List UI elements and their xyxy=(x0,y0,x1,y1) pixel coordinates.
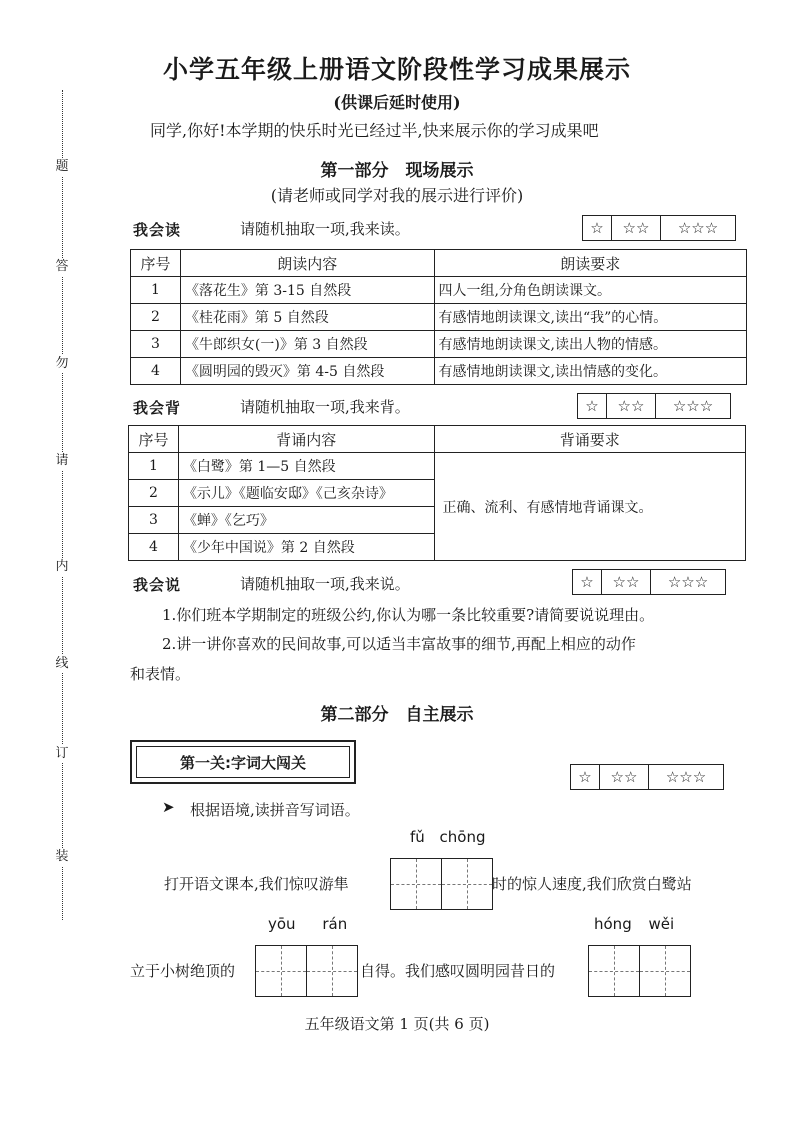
char-cell[interactable] xyxy=(589,946,640,996)
answer-box-youran[interactable] xyxy=(255,945,358,997)
two-star-option[interactable]: ☆☆ xyxy=(602,570,651,594)
binding-char: 装 xyxy=(53,848,71,866)
three-star-option[interactable]: ☆☆☆ xyxy=(665,768,707,786)
two-star-option[interactable]: ☆☆ xyxy=(607,394,656,418)
table-row xyxy=(131,277,747,304)
arrow-icon: ➤ xyxy=(162,798,175,816)
header-content: 背诵内容 xyxy=(178,426,434,453)
row-requirement: 有感情地朗读课文,读出情感的变化。 xyxy=(434,358,747,385)
sentence-1-part-b: 时的惊人速度,我们欣赏白鹭站 xyxy=(492,875,692,893)
pinyin-hongwei: hóng wěi xyxy=(594,915,675,933)
row-requirement: 有感情地朗读课文,读出“我”的心情。 xyxy=(434,304,747,331)
table-header-row xyxy=(131,250,747,277)
header-no: 序号 xyxy=(129,426,179,453)
one-star-option[interactable]: ☆ xyxy=(573,570,602,594)
row-content: 《少年中国说》第 2 自然段 xyxy=(178,534,434,561)
pinyin-youran: yōu rán xyxy=(268,915,348,933)
row-content: 《圆明园的毁灭》第 4-5 自然段 xyxy=(180,358,434,385)
table-row xyxy=(131,358,747,385)
recite-star-rating[interactable] xyxy=(577,393,731,419)
char-cell[interactable] xyxy=(307,946,357,996)
row-no: 3 xyxy=(131,331,181,358)
pinyin-fuchong: fǔ chōng xyxy=(410,828,486,846)
row-content: 《牛郎织女(一)》第 3 自然段 xyxy=(180,331,434,358)
char-cell[interactable] xyxy=(442,859,492,909)
read-instruction: 请随机抽取一项,我来读。 xyxy=(240,220,410,238)
level-banner xyxy=(130,740,356,784)
greeting-text: 同学,你好!本学期的快乐时光已经过半,快来展示你的学习成果吧 xyxy=(150,121,599,140)
part1-note: (请老师或同学对我的展示进行评价) xyxy=(270,186,524,205)
three-star-option[interactable]: ☆☆☆ xyxy=(672,397,714,415)
char-cell[interactable] xyxy=(640,946,690,996)
three-star-option[interactable]: ☆☆☆ xyxy=(677,219,719,237)
recite-requirement: 正确、流利、有感情地背诵课文。 xyxy=(434,453,745,561)
part2-title: 第二部分 自主展示 xyxy=(320,705,474,725)
speak-instruction: 请随机抽取一项,我来说。 xyxy=(240,575,410,593)
one-star-option[interactable]: ☆ xyxy=(571,765,600,789)
part1-title: 第一部分 现场展示 xyxy=(320,161,474,181)
level-banner-label: 第一关:字词大闯关 xyxy=(136,746,350,778)
row-no: 3 xyxy=(129,507,179,534)
speak-label: 我会说 xyxy=(133,576,182,594)
sentence-2-part-b: 自得。我们感叹圆明园昔日的 xyxy=(360,962,556,980)
level1-instruction: 根据语境,读拼音写词语。 xyxy=(190,801,360,819)
speak-star-rating[interactable] xyxy=(572,569,726,595)
row-no: 2 xyxy=(131,304,181,331)
read-table xyxy=(130,249,747,385)
two-star-option[interactable]: ☆☆ xyxy=(612,216,661,240)
binding-char: 答 xyxy=(53,258,71,276)
page-title: 小学五年级上册语文阶段性学习成果展示 xyxy=(162,55,631,84)
char-cell[interactable] xyxy=(391,859,442,909)
speak-item-2-cont: 和表情。 xyxy=(130,665,191,683)
read-star-rating[interactable] xyxy=(582,215,736,241)
header-requirement: 朗读要求 xyxy=(434,250,747,277)
binding-char: 题 xyxy=(53,158,71,176)
row-requirement: 四人一组,分角色朗读课文。 xyxy=(434,277,747,304)
level1-star-rating[interactable] xyxy=(570,764,724,790)
binding-char: 订 xyxy=(53,745,71,763)
header-content: 朗读内容 xyxy=(180,250,434,277)
recite-instruction: 请随机抽取一项,我来背。 xyxy=(240,398,410,416)
table-header-row xyxy=(129,426,746,453)
two-star-option[interactable]: ☆☆ xyxy=(600,765,649,789)
header-requirement: 背诵要求 xyxy=(434,426,745,453)
table-row xyxy=(129,453,746,480)
row-content: 《白鹭》第 1—5 自然段 xyxy=(178,453,434,480)
answer-box-hongwei[interactable] xyxy=(588,945,691,997)
row-content: 《示儿》《题临安邸》《己亥杂诗》 xyxy=(178,480,434,507)
binding-char: 内 xyxy=(53,558,71,576)
page-subtitle: (供课后延时使用) xyxy=(333,93,461,112)
sentence-1-part-a: 打开语文课本,我们惊叹游隼 xyxy=(164,875,349,893)
row-requirement: 有感情地朗读课文,读出人物的情感。 xyxy=(434,331,747,358)
one-star-option[interactable]: ☆ xyxy=(578,394,607,418)
three-star-option[interactable]: ☆☆☆ xyxy=(667,573,709,591)
binding-char: 勿 xyxy=(53,355,71,373)
header-no: 序号 xyxy=(131,250,181,277)
binding-char: 请 xyxy=(53,452,71,470)
binding-char: 线 xyxy=(53,655,71,673)
row-content: 《落花生》第 3-15 自然段 xyxy=(180,277,434,304)
row-no: 4 xyxy=(129,534,179,561)
speak-item-1: 1.你们班本学期制定的班级公约,你认为哪一条比较重要?请简要说说理由。 xyxy=(162,606,655,624)
row-no: 1 xyxy=(131,277,181,304)
sentence-2-part-a: 立于小树绝顶的 xyxy=(130,962,236,980)
read-label: 我会读 xyxy=(133,221,182,239)
answer-box-fuchong[interactable] xyxy=(390,858,493,910)
one-star-option[interactable]: ☆ xyxy=(583,216,612,240)
row-content: 《桂花雨》第 5 自然段 xyxy=(180,304,434,331)
table-row xyxy=(131,331,747,358)
page-footer: 五年级语文第 1 页(共 6 页) xyxy=(304,1015,490,1033)
speak-item-2: 2.讲一讲你喜欢的民间故事,可以适当丰富故事的细节,再配上相应的动作 xyxy=(162,635,636,653)
char-cell[interactable] xyxy=(256,946,307,996)
table-row xyxy=(131,304,747,331)
row-no: 1 xyxy=(129,453,179,480)
row-content: 《蝉》《乞巧》 xyxy=(178,507,434,534)
row-no: 4 xyxy=(131,358,181,385)
recite-label: 我会背 xyxy=(133,399,182,417)
recite-table xyxy=(128,425,746,561)
row-no: 2 xyxy=(129,480,179,507)
binding-line xyxy=(62,90,63,920)
